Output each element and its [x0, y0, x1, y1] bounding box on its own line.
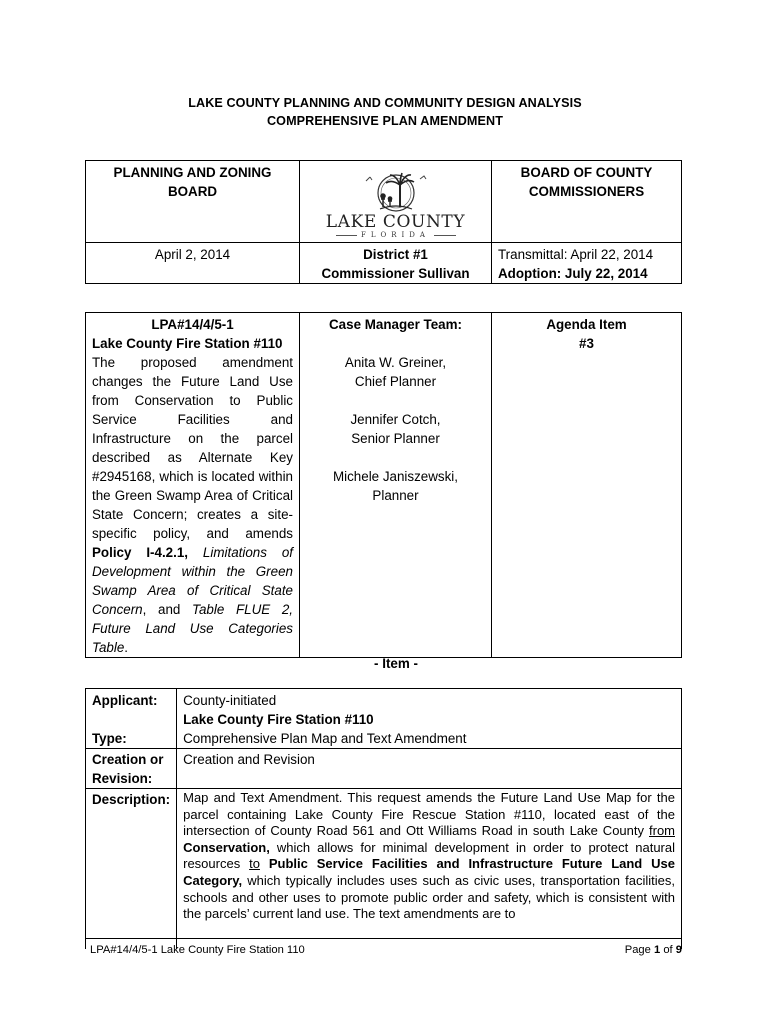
project-name: Lake County Fire Station #110	[183, 712, 374, 727]
pz-board-line2: BOARD	[167, 184, 218, 199]
case-number: LPA#14/4/5-1	[151, 317, 234, 332]
lake-county-logo-icon	[356, 169, 436, 213]
creation-label-line2: Revision:	[92, 771, 153, 786]
district-commissioner: Commissioner Sullivan	[321, 266, 470, 281]
case-summary	[92, 353, 293, 657]
district-cell	[300, 243, 492, 284]
footer-page-number	[560, 944, 682, 956]
adoption-date: Adoption: July 22, 2014	[498, 266, 648, 281]
description-psfi: Public Service Facilities and Infrastructure Future Land Use Category,	[183, 856, 675, 888]
hearing-date: April 2, 2014	[154, 247, 231, 262]
header-table	[85, 160, 682, 284]
footer-page-total: 9	[675, 944, 682, 956]
logo-cell	[300, 161, 492, 243]
details-table	[85, 688, 682, 949]
creation-value: Creation and Revision	[183, 752, 315, 767]
footer-page-of: of	[660, 944, 676, 956]
case-summary-cell	[86, 313, 300, 658]
applicant-value-cell	[177, 689, 682, 749]
team-member-1-title: Chief Planner	[354, 374, 437, 389]
pz-board-cell	[86, 161, 300, 243]
bcc-line2: COMMISSIONERS	[528, 184, 645, 199]
description-part-2: which allows for minimal development in order to protect natural resources	[183, 839, 675, 872]
logo-subtext: FLORIDA	[361, 231, 430, 239]
dates-cell	[492, 243, 682, 284]
footer-page-prefix: Page	[624, 944, 654, 956]
footer-page-current: 1	[653, 944, 661, 956]
district-number: District #1	[363, 247, 428, 262]
logo-wordmark: LAKE COUNTY	[325, 212, 466, 232]
description-label: Description:	[92, 792, 171, 807]
description-label-cell	[86, 789, 177, 949]
team-member-3-title: Planner	[372, 488, 419, 503]
document-title-line1: LAKE COUNTY PLANNING AND COMMUNITY DESIGN ANALYSIS	[188, 96, 582, 110]
footer-case-reference: LPA#14/4/5-1 Lake County Fire Station 110	[90, 944, 305, 956]
document-title-line2: COMPREHENSIVE PLAN AMENDMENT	[266, 114, 504, 128]
case-summary-and: , and	[142, 602, 193, 617]
type-value: Comprehensive Plan Map and Text Amendment	[183, 731, 467, 746]
description-conservation: Conservation,	[183, 839, 270, 855]
case-summary-text: The proposed amendment changes the Future Land Use from Conservation to Public Service Facilities and Infrastructure on the parcel described as Alternate Key #2945168, which is located within the Green Swamp Area of Critical State Concern; creates a site-specific policy, and amends	[92, 355, 293, 541]
applicant-label: Applicant:	[92, 693, 158, 708]
agenda-cell	[492, 313, 682, 658]
description-value-cell	[177, 789, 682, 949]
creation-label-cell	[86, 749, 177, 789]
description-to: to	[249, 856, 260, 872]
applicant-label-cell	[86, 689, 177, 749]
case-team-heading: Case Manager Team:	[329, 317, 462, 332]
case-summary-policy: Policy I-4.2.1,	[92, 545, 189, 560]
team-member-2-name: Jennifer Cotch,	[350, 412, 441, 427]
bcc-cell	[492, 161, 682, 243]
footer-rule	[85, 938, 682, 939]
team-member-1-name: Anita W. Greiner,	[344, 355, 447, 370]
item-divider-label: - Item -	[374, 656, 418, 671]
team-member-2-title: Senior Planner	[351, 431, 440, 446]
case-summary-end: .	[124, 640, 129, 655]
agenda-item-label: Agenda Item	[546, 317, 627, 332]
description-text	[177, 789, 681, 923]
pz-board-line1: PLANNING AND ZONING	[113, 165, 272, 180]
case-team-cell	[300, 313, 492, 658]
case-table	[85, 312, 682, 658]
creation-label-line1: Creation or	[92, 752, 164, 767]
description-part-1: Map and Text Amendment. This request amends the Future Land Use Map for the parcel containing Lake County Fire Rescue Station #110, located east of the intersection of County Road 561 and Ott Williams Road in south Lake County	[183, 790, 675, 839]
type-label: Type:	[92, 731, 127, 746]
bcc-line1: BOARD OF COUNTY	[520, 165, 653, 180]
case-summary-policy-title: Limitations of Development within the Green Swamp Area of Critical State Concern	[92, 545, 293, 617]
applicant-value: County-initiated	[183, 693, 277, 708]
creation-value-cell	[177, 749, 682, 789]
case-name: Lake County Fire Station #110	[92, 336, 283, 351]
description-part-3: which typically includes uses such as civic uses, transportation facilities, schools and other uses to promote public order and safety, which is consistent with the parcels’ current land use. The text amendments are to	[183, 872, 675, 922]
transmittal-date: Transmittal: April 22, 2014	[498, 247, 654, 262]
hearing-date-cell	[86, 243, 300, 284]
agenda-item-number: #3	[579, 336, 594, 351]
case-summary-table-title: Table FLUE 2, Future Land Use Categories Table	[92, 602, 293, 655]
description-from: from	[649, 823, 675, 839]
team-member-3-name: Michele Janiszewski,	[332, 469, 459, 484]
